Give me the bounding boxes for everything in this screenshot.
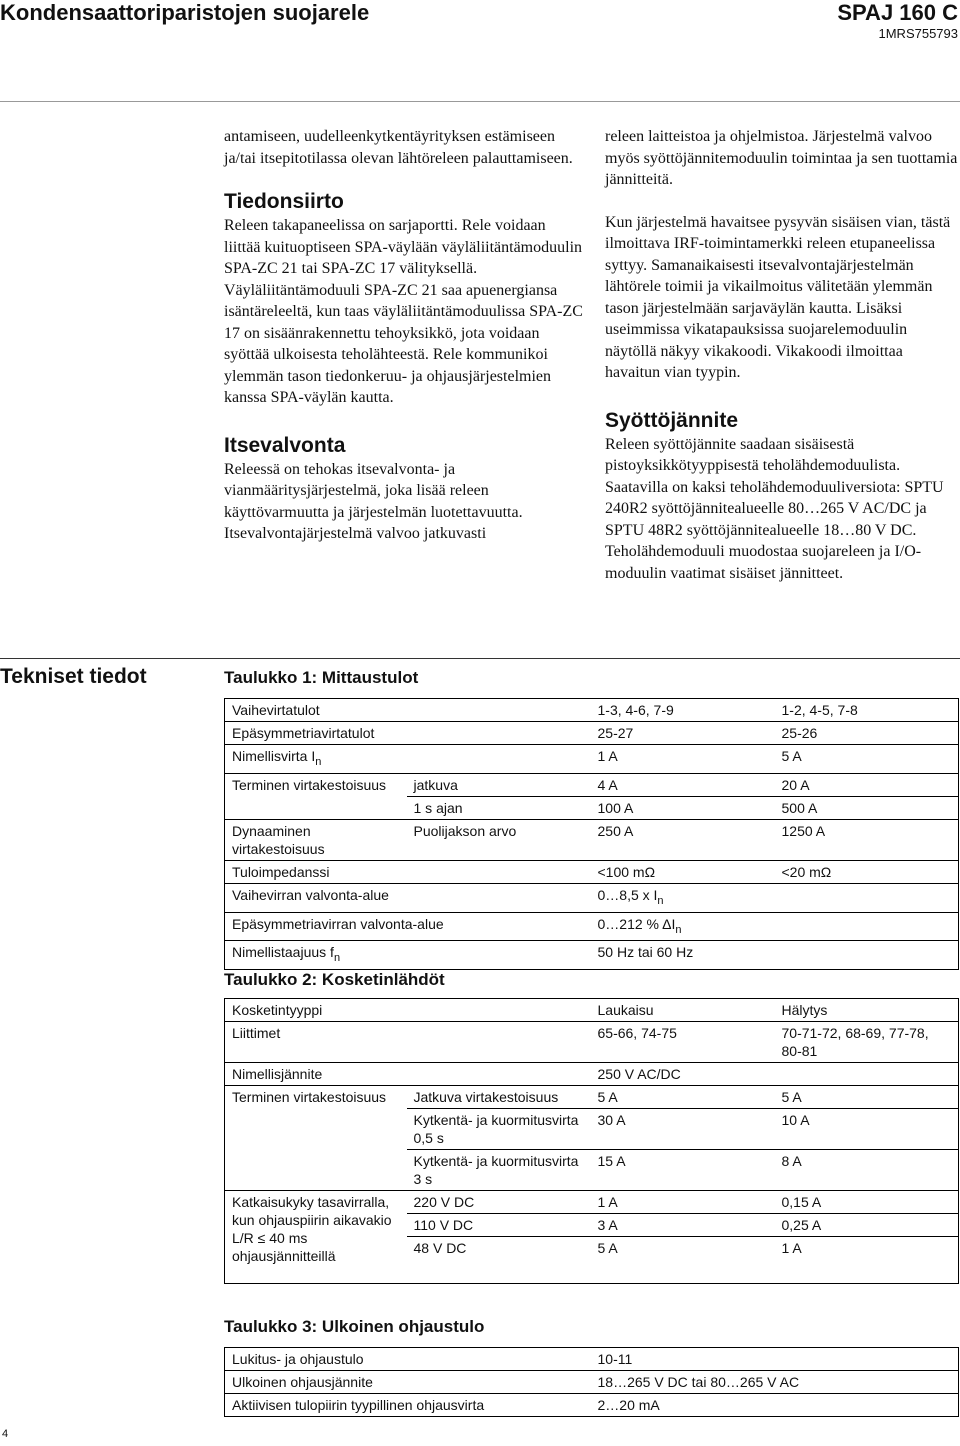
- header-product: SPAJ 160 C: [837, 0, 958, 25]
- table-row: Nimellistaajuus $f_n$ 50 Hz tai 60 Hz: [225, 941, 959, 970]
- section-divider: [0, 658, 960, 659]
- table-row: Vaihevirtatulot 1-3, 4-6, 7-9 1-2, 4-5, 7-8: [225, 699, 959, 722]
- table3-ulkoinen-ohjaustulo: [224, 1347, 959, 1417]
- table-row: Katkaisukyky tasavirralla, kun ohjauspiirin aikavakio L/R ≤ 40 ms ohjausjännitteillä 220 V DC 1 A 0,15 A: [225, 1191, 959, 1214]
- table-row: Nimellisvirta $I_n$ 1 A 5 A: [225, 745, 959, 774]
- itsevalvonta-paragraph: Releessä on tehokas itsevalvonta- ja vianmääritysjärjestelmä, joka lisää releen käyttövarmuutta ja järjestelmän luotettavuutta. Itsevalvontajärjestelmä valvoo jatkuvasti: [224, 460, 523, 542]
- table-row: Terminen virtakestoisuus jatkuva 4 A 20 A: [225, 773, 959, 796]
- table-row: Kytkentä- ja kuormitusvirta 0,5 s 30 A 10 A: [225, 1109, 959, 1150]
- header-title: Kondensaattoriparistojen suojarele: [0, 0, 370, 25]
- page-number: 4: [2, 1428, 9, 1440]
- table-row: Epäsymmetriavirran valvonta-alue 0…212 % $\Delta I_n$: [225, 912, 959, 941]
- table2-kosketinlahdot: [224, 998, 959, 1284]
- left-column: [224, 126, 584, 545]
- table-row: Kytkentä- ja kuormitusvirta 3 s 15 A 8 A: [225, 1150, 959, 1191]
- table-row: Vaihevirran valvonta-alue 0…8,5 x $I_n$: [225, 883, 959, 912]
- section-title: Tekniset tiedot: [0, 665, 147, 688]
- table-row: Tuloimpedanssi <100 mΩ <20 mΩ: [225, 860, 959, 883]
- header-doc-id: 1MRS755793: [878, 26, 958, 41]
- tiedonsiirto-heading: Tiedonsiirto: [224, 190, 344, 213]
- syottojannite-heading: Syöttöjännite: [605, 408, 739, 432]
- table-row: Epäsymmetriavirtatulot 25-27 25-26: [225, 722, 959, 745]
- table-row: Nimellisjännite 250 V AC/DC: [225, 1063, 959, 1086]
- table2-caption: Taulukko 2: Kosketinlähdöt: [224, 970, 445, 989]
- table-row: Kosketintyyppi Laukaisu Hälytys: [225, 999, 959, 1022]
- table-row: Dynaaminen virtakestoisuus Puolijakson arvo 250 A 1250 A: [225, 819, 959, 860]
- table-row: 110 V DC 3 A 0,25 A: [225, 1214, 959, 1237]
- tiedonsiirto-paragraph: Releen takapaneelissa on sarjaportti. Rele voidaan liittää kuituoptiseen SPA-väylään väyläliitäntämoduulin SPA-ZC 21 tai SPA-ZC 17 välityksellä. Väyläliitäntämoduuli SPA-ZC 21 saa apuenergiansa isäntäreleeltä, kun taas väyläliitäntämoduulissa SPA-ZC 17 on sisäänrakennettu tehoyksikkö, jota voidaan syöttää ulkoisesta teholähteestä. Rele kommunikoi ylemmän tason tiedonkeruu- ja ohjausjärjestelmien kanssa SPA-väylän kautta.: [224, 217, 583, 406]
- table-row: Liittimet 65-66, 74-75 70-71-72, 68-69, 77-78, 80-81: [225, 1022, 959, 1063]
- table-row: 1 s ajan 100 A 500 A: [225, 796, 959, 819]
- table1-mittaustulot: [224, 698, 959, 970]
- intro-paragraph: antamiseen, uudelleenkytkentäyrityksen estämiseen ja/tai itsepitotilassa olevan lähtöreleen palauttamiseen.: [224, 128, 573, 167]
- table1-caption: Taulukko 1: Mittaustulot: [224, 668, 419, 687]
- continuation-paragraph: releen laitteistoa ja ohjelmistoa. Järjestelmä valvoo myös syöttöjännitemoduulin toimintaa ja sen tuottamia jännitteitä.: [605, 128, 958, 188]
- table3-caption: Taulukko 3: Ulkoinen ohjaustulo: [224, 1317, 485, 1336]
- table-row: Terminen virtakestoisuus Jatkuva virtakestoisuus 5 A 5 A: [225, 1086, 959, 1109]
- irf-paragraph: Kun järjestelmä havaitsee pysyvän sisäisen vian, tästä ilmoittava IRF-toimintamerkki releen etupaneelissa syttyy. Samanaikaisesti itsevalvontajärjestelmän lähtörele toimii ja vikailmoitus välitetään ylemmän tason järjestelmään sarjaväylän kautta. Lisäksi useimmissa vikatapauksissa suojarelemoduulin näytöllä näkyy vikakoodi. Vikakoodi ilmoittaa havaitun vian tyypin.: [605, 213, 951, 381]
- table-row: Aktiivisen tulopiirin tyypillinen ohjausvirta 2…20 mA: [225, 1394, 959, 1417]
- table-row: Lukitus- ja ohjaustulo 10-11: [225, 1348, 959, 1371]
- syottojannite-paragraph: Releen syöttöjännite saadaan sisäisestä pistoyksikkötyyppisestä teholähdemoduulista. Saatavilla on kaksi teholähdemoduuliversiota: SPTU 240R2 syöttöjännitealueelle 80…265 V AC/DC ja SPTU 48R2 syöttöjännitealueelle 18…80 V DC. Teholähdemoduuli muodostaa suojareleen ja I/O-moduulin vaatimat sisäiset jännitteet.: [605, 435, 944, 582]
- right-column: [605, 126, 960, 584]
- header-divider: [0, 101, 960, 102]
- table-row: 48 V DC 5 A 1 A: [225, 1237, 959, 1284]
- itsevalvonta-heading: Itsevalvonta: [224, 433, 346, 457]
- table-row: Ulkoinen ohjausjännite 18…265 V DC tai 80…265 V AC: [225, 1371, 959, 1394]
